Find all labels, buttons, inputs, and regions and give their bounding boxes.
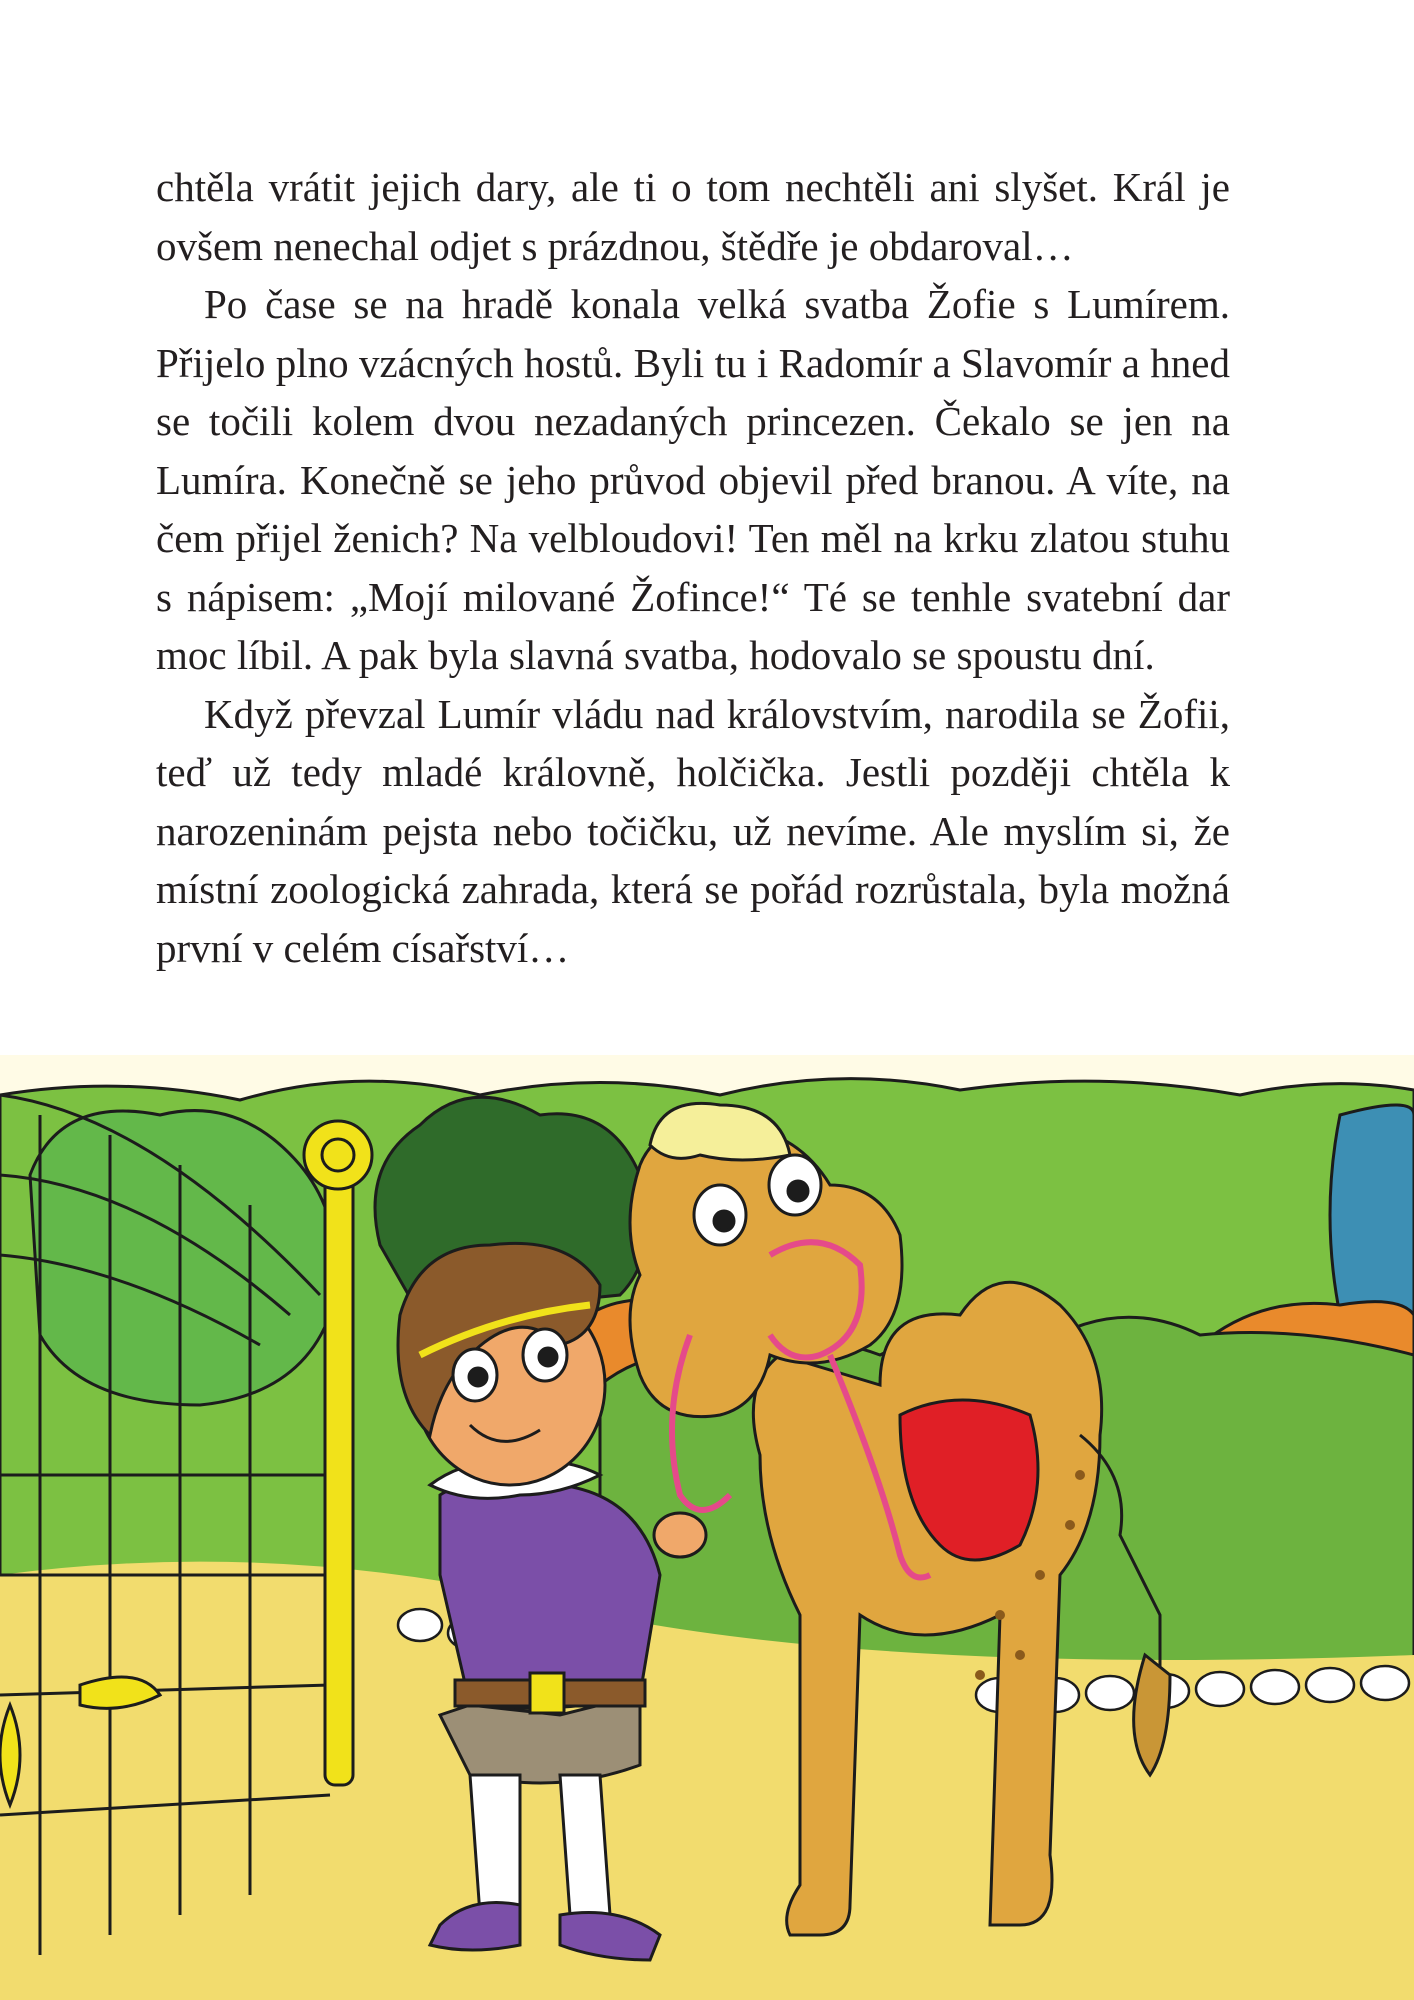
gate-post-knob <box>304 1121 372 1189</box>
paragraph-wedding: Po čase se na hradě konala velká svatba Žofie s Lumírem. Přijelo plno vzácných hostů. Byli tu i Radomír a Slavomír a hned se točili kolem dvou nezadaných princezen. Čekalo se jen na Lumíra. Konečně se jeho průvod objevil před branou. A víte, na čem přijel ženich? Na velbloudovi! Ten měl na krku zlatou stuhu s nápisem: „Mojí milované Žofince!“ Té se tenhle svatební dar moc líbil. A pak byla slavná svatba, hodovalo se spoustu dní. <box>156 281 1230 678</box>
belt-buckle <box>530 1673 564 1713</box>
zoo-illustration <box>0 1055 1414 2000</box>
zoo-scene-drawing <box>0 1055 1414 2000</box>
boy-hand <box>654 1513 706 1557</box>
paragraph-continuation: chtěla vrátit jejich dary, ale ti o tom nechtěli ani slyšet. Král je ovšem nenechal odjet s prázdnou, štědře je obdaroval… <box>156 164 1230 269</box>
gate-post <box>325 1145 353 1785</box>
left-tree <box>30 1111 336 1405</box>
paragraph-daughter: Když převzal Lumír vládu nad královstvím, narodila se Žofii, teď už tedy mladé královně, holčička. Jestli později chtěla k narozeninám pejsta nebo točičku, už nevíme. Ale myslím si, že místní zoologická zahrada, která se pořád rozrůstala, byla možná první v celém císařství… <box>156 690 1230 971</box>
story-text <box>156 158 1230 977</box>
